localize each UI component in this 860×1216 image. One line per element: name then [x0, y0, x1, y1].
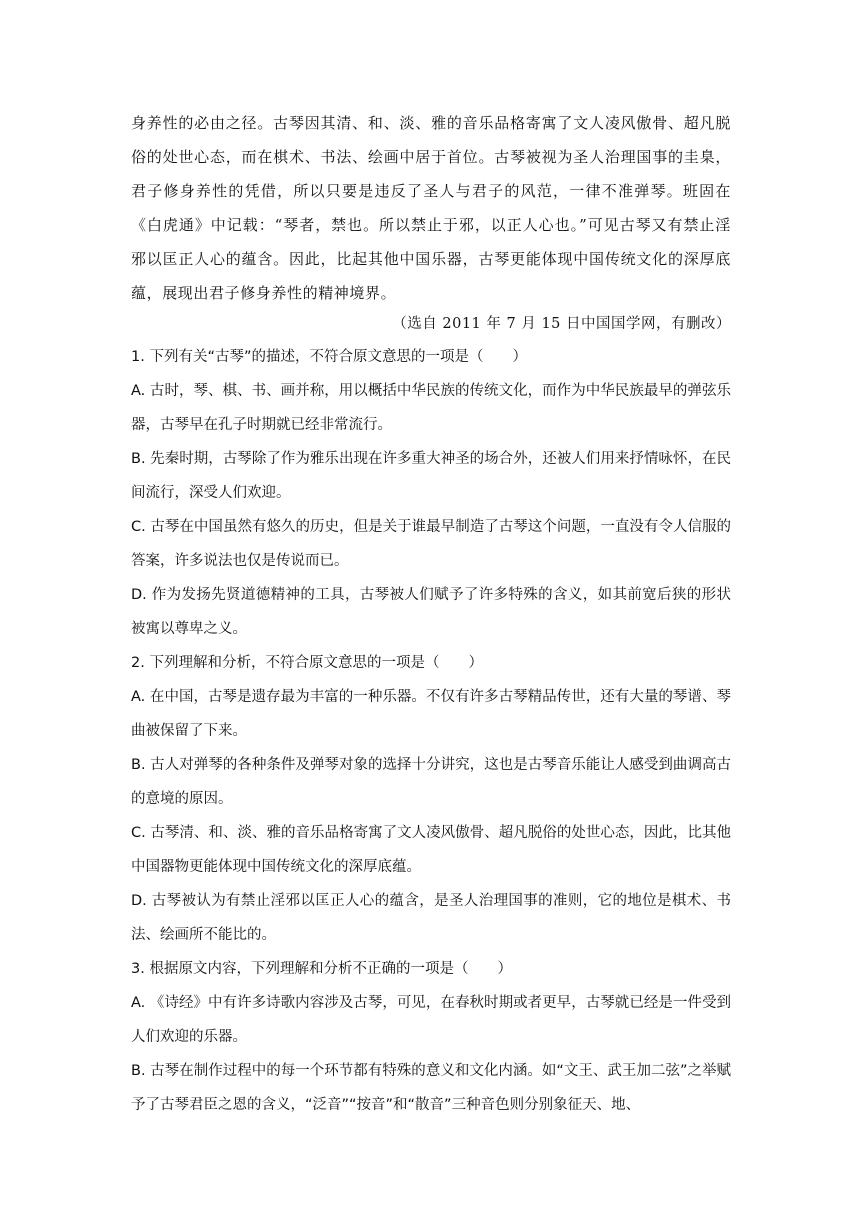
question-list	[131, 340, 731, 1122]
option-a: A. 古时，琴、棋、书、画并称，用以概括中华民族的传统文化，而作为中华民族最早的弹弦乐器，古琴早在孔子时期就已经非常流行。	[131, 383, 731, 433]
option-b: B. 先秦时期，古琴除了作为雅乐出现在许多重大神圣的场合外，还被人们用来抒情咏怀，在民间流行，深受人们欢迎。	[131, 451, 731, 501]
question-3	[131, 952, 731, 1122]
question-1	[131, 340, 731, 646]
passage-paragraph: 身养性的必由之径。古琴因其清、和、淡、雅的音乐品格寄寓了文人凌风傲骨、超凡脱俗的处世心态，而在棋术、书法、绘画中居于首位。古琴被视为圣人治理国事的圭臬，君子修身养性的凭借，所以只要是违反了圣人与君子的风范，一律不准弹琴。班固在《白虎通》中记载：“琴者，禁也。所以禁止于邪，以正人心也。”可见古琴又有禁止淫邪以匡正人心的蕴含。因此，比起其他中国乐器，古琴更能体现中国传统文化的深厚底蕴，展现出君子修身养性的精神境界。	[131, 114, 731, 302]
reading-passage	[131, 106, 731, 310]
option-d: D. 古琴被认为有禁止淫邪以匡正人心的蕴含，是圣人治理国事的准则，它的地位是棋术、书法、绘画所不能比的。	[131, 893, 731, 943]
option-a: A. 在中国，古琴是遗存最为丰富的一种乐器。不仅有许多古琴精品传世，还有大量的琴谱、琴曲被保留了下来。	[131, 689, 731, 739]
question-stem: 2. 下列理解和分析，不符合原文意思的一项是（ ）	[131, 655, 483, 671]
passage-source: （选自 2011 年 7 月 15 日中国国学网，有删改）	[392, 316, 731, 332]
question-stem: 3. 根据原文内容，下列理解和分析不正确的一项是（ ）	[131, 961, 512, 977]
option-b: B. 古人对弹琴的各种条件及弹琴对象的选择十分讲究，这也是古琴音乐能让人感受到曲调高古的意境的原因。	[131, 757, 731, 807]
option-b: B. 古琴在制作过程中的每一个环节都有特殊的意义和文化内涵。如“文王、武王加二弦”之举赋予了古琴君臣之恩的含义，“泛音”“按音”和“散音”三种音色则分别象征天、地、	[131, 1063, 731, 1113]
option-c: C. 古琴在中国虽然有悠久的历史，但是关于谁最早制造了古琴这个问题，一直没有令人信服的答案，许多说法也仅是传说而已。	[131, 519, 731, 569]
option-a: A. 《诗经》中有许多诗歌内容涉及古琴，可见，在春秋时期或者更早，古琴就已经是一件受到人们欢迎的乐器。	[131, 995, 731, 1045]
question-2	[131, 646, 731, 952]
option-d: D. 作为发扬先贤道德精神的工具，古琴被人们赋予了许多特殊的含义，如其前宽后狭的形状被寓以尊卑之义。	[131, 587, 731, 637]
option-c: C. 古琴清、和、淡、雅的音乐品格寄寓了文人凌风傲骨、超凡脱俗的处世心态，因此，比其他中国器物更能体现中国传统文化的深厚底蕴。	[131, 825, 731, 875]
question-stem: 1. 下列有关“古琴”的描述，不符合原文意思的一项是（ ）	[131, 349, 527, 365]
